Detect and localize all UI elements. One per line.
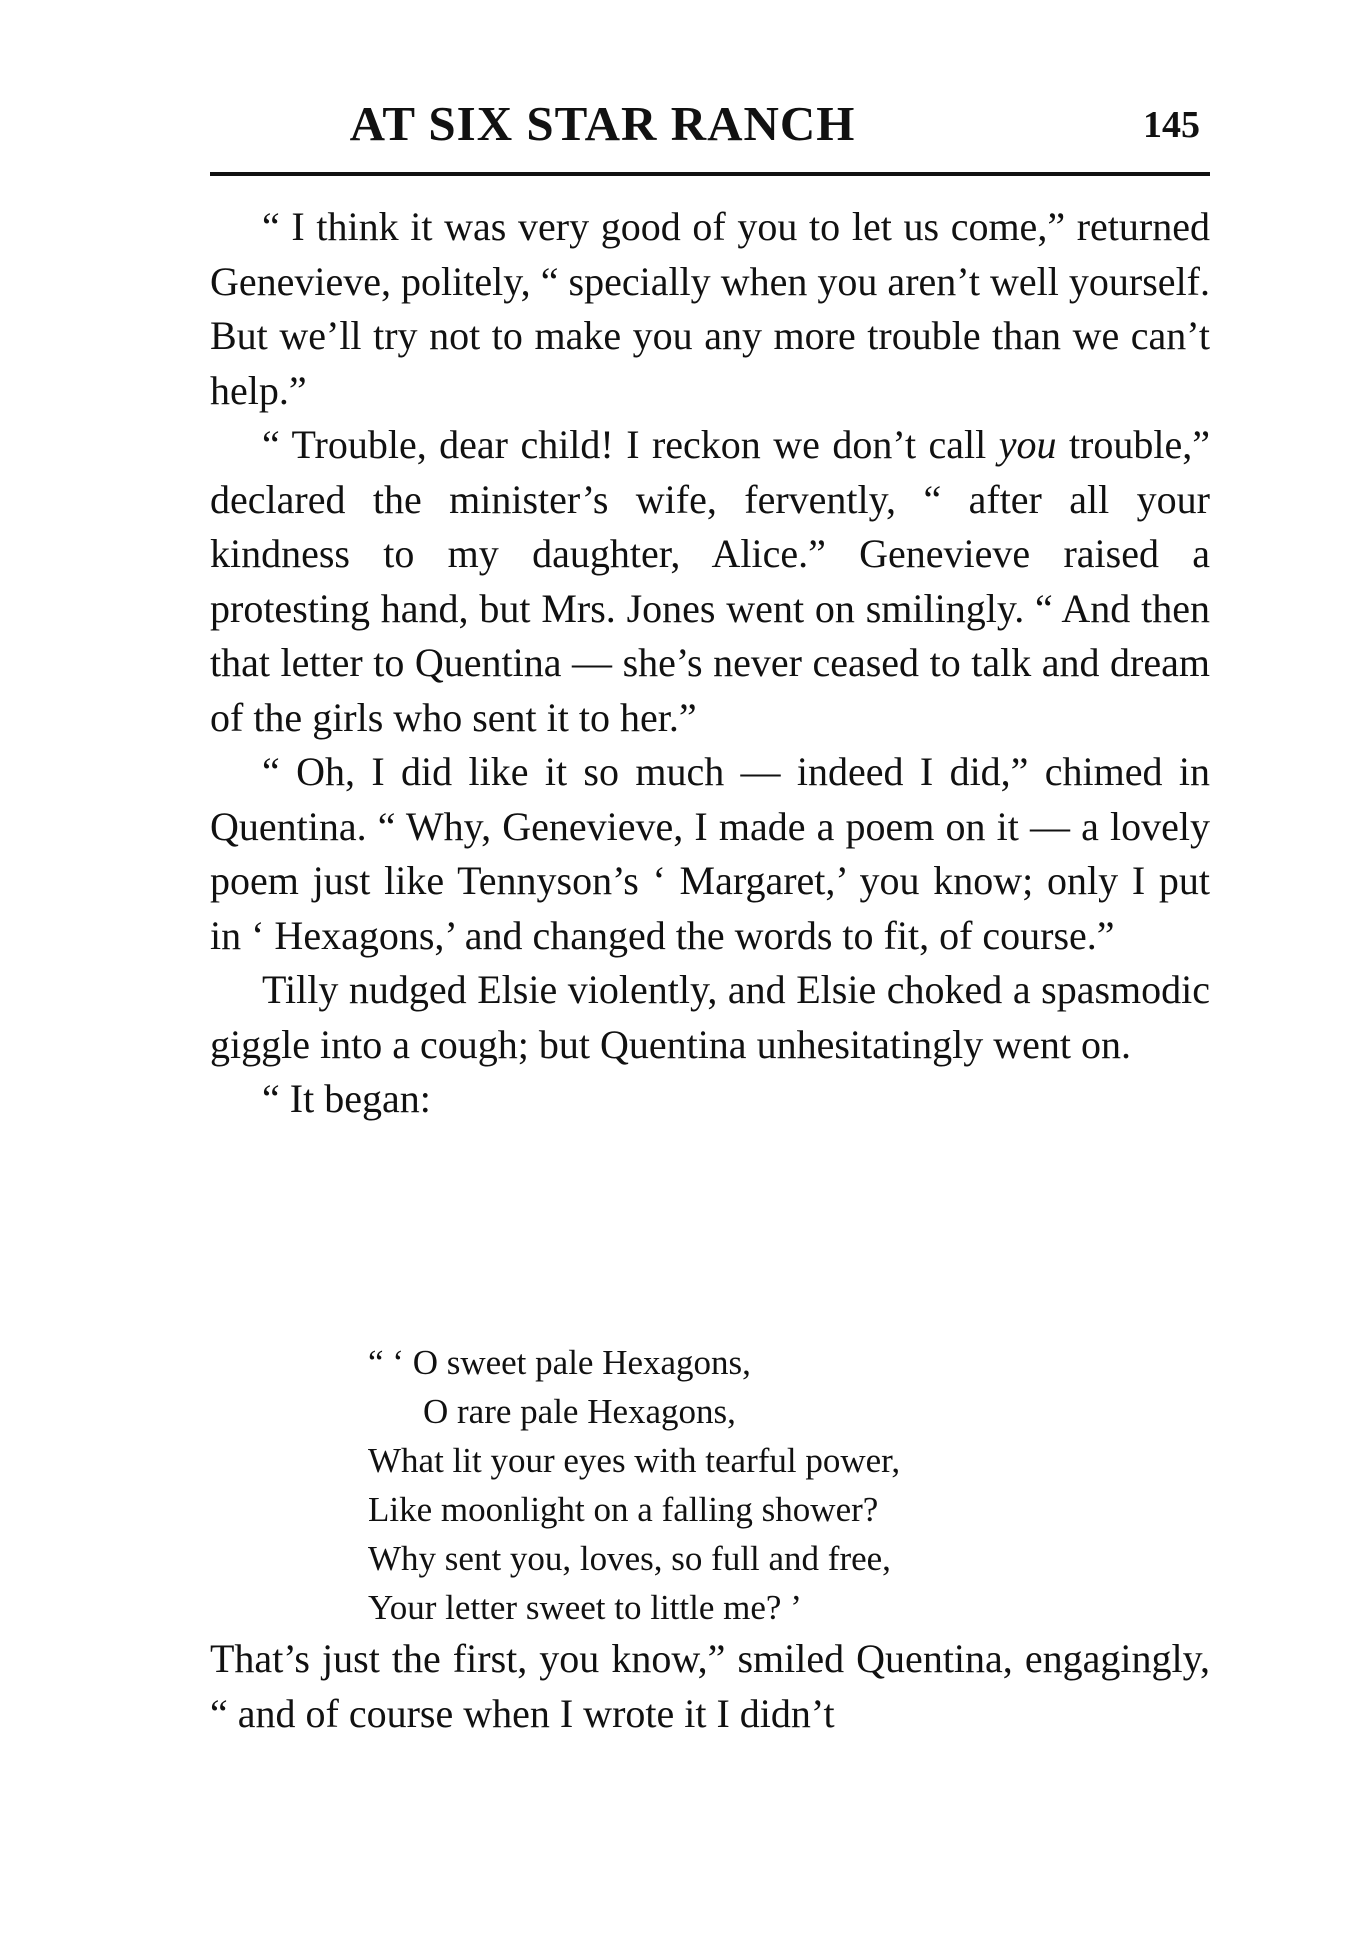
paragraph-text: “ Trouble, dear child! I reckon we don’t call (262, 422, 999, 467)
paragraph-text: trouble,” declared the minister’s wife, fervently, “ after all your kindness to my daughter, Alice.” Genevieve raised a protesting hand, but Mrs. Jones went on smilingly. “ And then that letter to Quentina — she’s never ceased to talk and dream of the girls who sent it to her.” (210, 422, 1210, 740)
paragraph: That’s just the first, you know,” smiled Quentina, engagingly, “ and of course when I wrote it I didn’t (210, 1636, 1210, 1736)
paragraph: “ I think it was very good of you to let us come,” returned Genevieve, politely, “ specially when you aren’t well yourself. But we’ll try not to make you any more trouble than we can’t help.” (210, 204, 1210, 413)
verse-line: “ ‘ O sweet pale Hexagons, (368, 1343, 751, 1382)
closing-text (210, 1632, 1210, 1741)
header-rule (210, 172, 1210, 176)
paragraph: Tilly nudged Elsie violently, and Elsie choked a spasmodic giggle into a cough; but Quentina unhesitatingly went on. (210, 967, 1210, 1067)
running-title: AT SIX STAR RANCH (349, 96, 856, 151)
paragraph: “ Oh, I did like it so much — indeed I did,” chimed in Quentina. “ Why, Genevieve, I made a poem on it — a lovely poem just like Tennyson’s ‘ Margaret,’ you know; only I put in ‘ Hexagons,’ and changed the words to fit, of course.” (210, 749, 1210, 958)
verse-line: O rare pale Hexagons, (423, 1392, 736, 1431)
paragraph (210, 418, 1210, 745)
body-text (210, 200, 1210, 1127)
page-header (210, 95, 1210, 155)
verse-line: Why sent you, loves, so full and free, (368, 1539, 891, 1578)
page-number: 145 (1143, 104, 1200, 146)
emphasis-text: you (998, 422, 1057, 467)
verse-line: What lit your eyes with tearful power, (368, 1441, 901, 1480)
verse-line: Like moonlight on a falling shower? (368, 1490, 879, 1529)
verse-line: Your letter sweet to little me? ’ (368, 1588, 802, 1627)
paragraph: “ It began: (262, 1076, 431, 1121)
verse-block (368, 1338, 900, 1632)
